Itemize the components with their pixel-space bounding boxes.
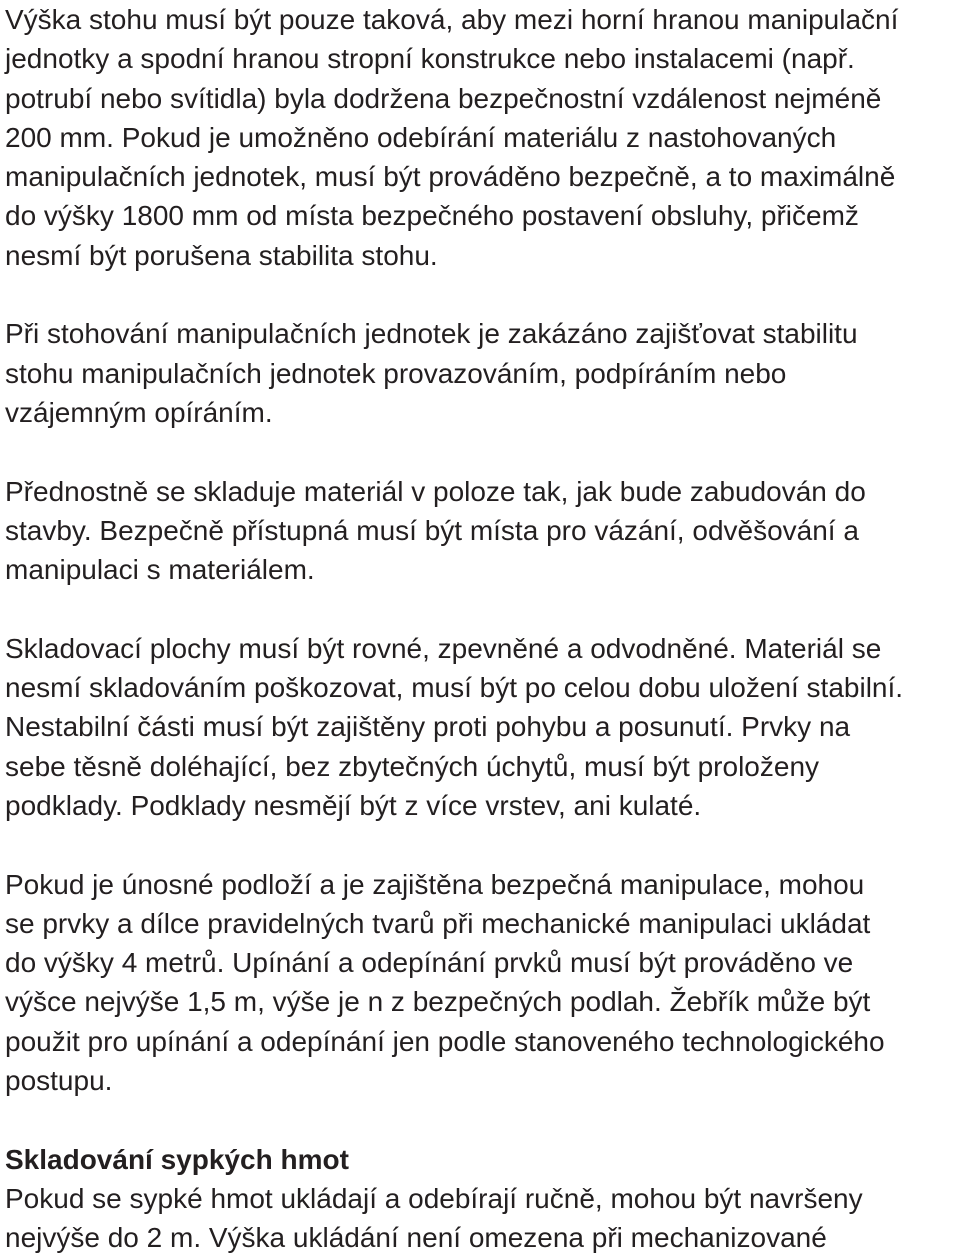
text-line: do výšky 4 metrů. Upínání a odepínání prvků musí být prováděno ve (5, 947, 854, 979)
text-line: Při stohování manipulačních jednotek je zakázáno zajišťovat stabilitu (5, 318, 858, 350)
paragraph-stack-height (5, 0, 960, 275)
paragraph-spacer (5, 1100, 960, 1139)
text-line: jednotky a spodní hranou stropní konstrukce nebo instalacemi (např. (5, 43, 855, 75)
text-line: Pokud se sypké hmot ukládají a odebírají ručně, mohou být navršeny (5, 1182, 863, 1214)
section-heading: Skladování sypkých hmot (5, 1143, 349, 1175)
text-line: Výška stohu musí být pouze taková, aby mezi horní hranou manipulační (5, 4, 899, 35)
text-line: postupu. (5, 1065, 113, 1097)
text-line: Skladovací plochy musí být rovné, zpevněné a odvodněné. Materiál se (5, 632, 882, 664)
text-line: nejvýše do 2 m. Výška ukládání není omezena při mechanizované (5, 1222, 827, 1254)
text-line: stavby. Bezpečně přístupná musí být místa pro vázání, odvěšování a (5, 514, 859, 546)
text-line: potrubí nebo svítidla) byla dodržena bezpečnostní vzdálenost nejméně (5, 82, 882, 114)
text-line: výšce nejvýše 1,5 m, výše je n z bezpečných podlah. Žebřík může být (5, 986, 871, 1018)
paragraph-stacking-ban (5, 314, 960, 432)
paragraph-spacer (5, 589, 960, 628)
paragraph-spacer (5, 825, 960, 864)
text-line: manipulaci s materiálem. (5, 554, 315, 586)
document-body (5, 0, 960, 1258)
text-line: nesmí skladováním poškozovat, musí být po celou dobu uložení stabilní. (5, 672, 904, 704)
paragraph-storage-areas (5, 629, 960, 825)
text-line: vzájemným opíráním. (5, 396, 273, 428)
text-line: se prvky a dílce pravidelných tvarů při mechanické manipulaci ukládat (5, 907, 871, 939)
text-line: manipulačních jednotek, musí být prováděno bezpečně, a to maximálně (5, 161, 896, 193)
text-line: Přednostně se skladuje materiál v poloze tak, jak bude zabudován do (5, 475, 866, 507)
text-line: do výšky 1800 mm od místa bezpečného postavení obsluhy, přičemž (5, 200, 859, 232)
paragraph-spacer (5, 432, 960, 471)
paragraph-material-position (5, 472, 960, 590)
text-line: stohu manipulačních jednotek provazováním, podpíráním nebo (5, 357, 787, 389)
text-line: 200 mm. Pokud je umožněno odebírání materiálu z nastohovaných (5, 121, 837, 153)
text-line: Pokud je únosné podloží a je zajištěna bezpečná manipulace, mohou (5, 868, 865, 900)
text-line: použit pro upínání a odepínání jen podle stanoveného technologického (5, 1025, 885, 1057)
text-line: nesmí být porušena stabilita stohu. (5, 239, 438, 271)
text-line: sebe těsně doléhající, bez zbytečných úchytů, musí být proloženy (5, 750, 820, 782)
text-line: Nestabilní části musí být zajištěny proti pohybu a posunutí. Prvky na (5, 711, 851, 743)
text-line: podklady. Podklady nesmějí být z více vrstev, ani kulaté. (5, 789, 702, 821)
paragraph-mechanical-handling (5, 865, 960, 1101)
paragraph-spacer (5, 275, 960, 314)
section-bulk-materials (5, 1140, 960, 1258)
